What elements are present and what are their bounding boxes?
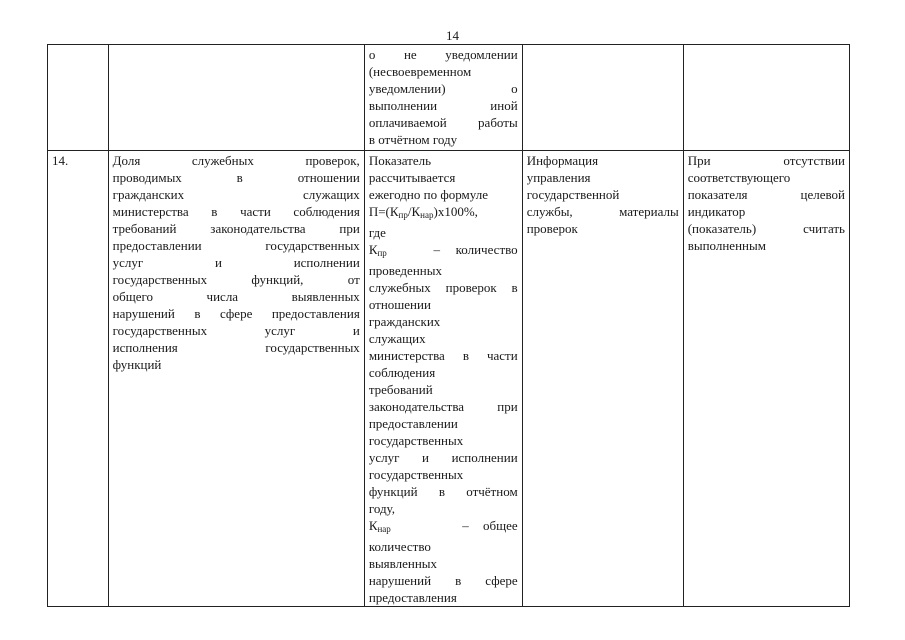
formula-where: где: [368, 225, 386, 240]
text-line: государственной: [526, 187, 620, 202]
table-row-14: [48, 151, 850, 607]
kpr-definition: $К_{пр}$ – количество: [368, 242, 518, 258]
text-line: министерства в части соблюдения: [112, 204, 360, 219]
text-line: службы, материалы: [526, 204, 679, 219]
text-line: количество: [368, 539, 431, 554]
text-line: предоставлении государственных: [112, 238, 360, 253]
text-line: министерства в части: [368, 348, 518, 363]
cell-number: [48, 151, 109, 607]
text-line: (несвоевременном: [368, 64, 472, 79]
text-line: общего числа выявленных: [112, 289, 360, 304]
text-line: уведомлении) о: [368, 81, 518, 96]
text-line: соответствующего: [687, 170, 791, 185]
table-row-continuation: [48, 45, 850, 151]
text-line: услуг и исполнении: [112, 255, 360, 270]
text-line: нарушений в сфере предоставления: [112, 306, 360, 321]
cell-source: [522, 151, 683, 607]
text-line: проведенных: [368, 263, 442, 278]
text-line: оплачиваемой работы: [368, 115, 518, 130]
knar-description: [369, 538, 518, 606]
text-line: Информация: [526, 153, 599, 168]
text-line: году,: [368, 501, 396, 516]
text-line: требований законодательства при: [112, 221, 360, 236]
text-line: гражданских: [368, 314, 441, 329]
cell-formula: [364, 151, 522, 607]
text-line: нарушений в сфере: [368, 573, 518, 588]
text-line: функций в отчётном: [368, 484, 518, 499]
text-line: (показатель) считать: [687, 221, 845, 236]
text-line: проверок: [526, 221, 578, 236]
source-text: [527, 152, 679, 237]
text-line: выполненным: [687, 238, 766, 253]
text-line: государственных услуг и: [112, 323, 360, 338]
text-line: государственных: [368, 467, 464, 482]
cell-indicator: [108, 45, 364, 151]
text-line: предоставления: [368, 590, 457, 605]
text-line: служащих: [368, 331, 426, 346]
text-line: служебных проверок в: [368, 280, 518, 295]
note-text: [688, 152, 845, 254]
formula-expression: $П=(К_{пр}/К_{нар})х100\%$,: [368, 204, 478, 220]
formula-text: [369, 46, 518, 148]
text-line: соблюдения: [368, 365, 436, 380]
text-line: Доля служебных проверок,: [112, 153, 360, 168]
text-line: гражданских служащих: [112, 187, 360, 202]
text-line: выявленных: [368, 556, 438, 571]
kpr-description: [369, 262, 518, 517]
text-line: показателя целевой: [687, 187, 845, 202]
knar-definition: $К_{нар}$ – общее: [368, 518, 518, 534]
text-line: государственных функций, от: [112, 272, 360, 287]
formula-intro-3: ежегодно по формуле: [368, 187, 488, 202]
text-line: отношении: [368, 297, 431, 312]
text-line: проводимых в отношении: [112, 170, 360, 185]
text-line: выполнении иной: [368, 98, 518, 113]
text-line: о не уведомлении: [368, 47, 518, 62]
indicators-table: [47, 44, 850, 607]
cell-note: [683, 151, 849, 607]
cell-number: [48, 45, 109, 151]
row-number: 14.: [52, 153, 69, 168]
text-line: требований: [368, 382, 433, 397]
text-line: в отчётном году: [368, 132, 458, 147]
formula-intro-2: рассчитывается: [368, 170, 456, 185]
text-line: функций: [112, 357, 162, 372]
text-line: управления: [526, 170, 591, 185]
cell-indicator: [108, 151, 364, 607]
cell-source: [522, 45, 683, 151]
text-line: индикатор: [687, 204, 746, 219]
text-line: исполнения государственных: [112, 340, 360, 355]
text-line: законодательства при: [368, 399, 518, 414]
cell-formula: [364, 45, 522, 151]
text-line: услуг и исполнении: [368, 450, 518, 465]
page-number: 14: [446, 28, 459, 43]
text-line: При отсутствии: [687, 153, 845, 168]
indicator-text: [113, 152, 360, 373]
formula-intro: Показатель: [368, 153, 432, 168]
text-line: предоставлении: [368, 416, 458, 431]
cell-note: [683, 45, 849, 151]
text-line: государственных: [368, 433, 464, 448]
